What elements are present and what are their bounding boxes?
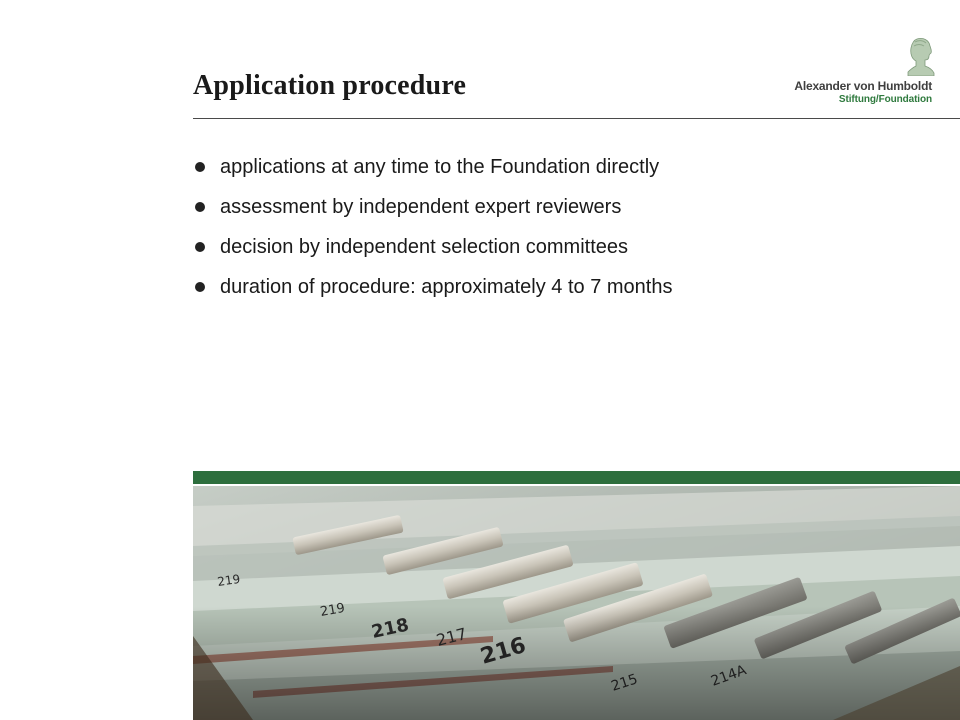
- bullet-dot-icon: [195, 282, 205, 292]
- bullet-text: assessment by independent expert reviewers: [220, 196, 622, 218]
- photo-illustration: [193, 486, 960, 720]
- logo-subtitle: Stiftung/Foundation: [838, 94, 932, 105]
- bullet-dot-icon: [195, 162, 205, 172]
- bullet-item: [193, 272, 672, 312]
- label-219: 219: [216, 571, 242, 589]
- bullet-text: applications at any time to the Foundation directly: [220, 156, 660, 178]
- bullet-dot-icon: [195, 242, 205, 252]
- title-divider: [193, 118, 960, 119]
- bullet-item: [193, 232, 672, 272]
- logo-name: Alexander von Humboldt: [794, 79, 932, 93]
- bullet-list: [193, 152, 672, 312]
- bullet-text: duration of procedure: approximately 4 to 7 months: [220, 276, 673, 298]
- file-folders-photo: [193, 486, 960, 720]
- bullet-item: [193, 152, 672, 192]
- humboldt-head-icon: [904, 36, 936, 76]
- bullet-dot-icon: [195, 202, 205, 212]
- bullet-text: decision by independent selection committees: [220, 236, 629, 258]
- slide-title: Application procedure: [193, 70, 467, 101]
- humboldt-foundation-logo: [794, 36, 946, 108]
- bullet-item: [193, 192, 672, 232]
- accent-bar: [193, 471, 960, 484]
